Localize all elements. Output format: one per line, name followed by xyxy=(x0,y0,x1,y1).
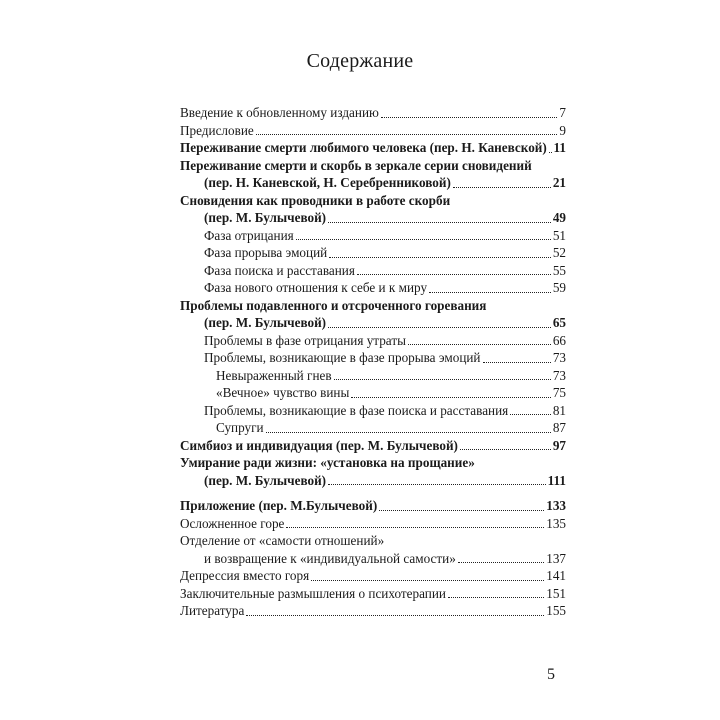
toc-entry-label: Фаза отрицания xyxy=(204,227,294,243)
toc-entry-page: 11 xyxy=(553,140,566,155)
toc-entry-label: Осложненное горе xyxy=(180,515,285,531)
dot-leader xyxy=(381,117,558,118)
toc-entry-label: Депрессия вместо горя xyxy=(180,568,310,583)
toc-entry-page: 155 xyxy=(546,603,566,618)
toc-entry-label: Предисловие xyxy=(180,122,254,138)
toc-entry-page: 59 xyxy=(552,280,566,295)
toc-entry-label: Литература xyxy=(180,603,245,618)
toc-entry-page: 73 xyxy=(552,367,566,383)
page-number: 5 xyxy=(547,666,555,683)
toc-entry[interactable] xyxy=(180,297,566,315)
toc-entry[interactable] xyxy=(180,602,566,620)
toc-entry-label: Супруги xyxy=(216,420,264,435)
toc-entry[interactable] xyxy=(180,402,566,420)
toc-entry-label: Переживание смерти и скорбь в зеркале серии сновидений xyxy=(180,157,532,173)
toc-entry-label: Фаза поиска и расставания xyxy=(204,262,355,278)
toc-entry-label: Фаза нового отношения к себе и к миру xyxy=(204,280,428,295)
table-of-contents xyxy=(180,104,566,620)
toc-entry-page: 135 xyxy=(546,515,566,531)
toc-entry[interactable] xyxy=(180,157,566,175)
dot-leader xyxy=(328,327,551,328)
toc-entry-page: 111 xyxy=(547,472,566,488)
toc-entry[interactable] xyxy=(180,122,566,140)
toc-entry-page: 137 xyxy=(546,550,566,566)
toc-entry-label: Симбиоз и индивидуация (пер. М. Булычевой) xyxy=(180,437,458,453)
toc-entry[interactable] xyxy=(180,550,566,568)
toc-entry[interactable] xyxy=(180,472,566,490)
toc-entry-label: Приложение (пер. М.Булычевой) xyxy=(180,498,378,513)
toc-entry[interactable] xyxy=(180,349,566,367)
toc-entry[interactable] xyxy=(180,314,566,332)
toc-entry-label: Проблемы, возникающие в фазе поиска и расставания xyxy=(204,402,509,418)
dot-leader xyxy=(266,432,551,433)
toc-entry[interactable] xyxy=(180,437,566,455)
toc-entry-page: 66 xyxy=(552,332,566,348)
toc-entry-page: 87 xyxy=(552,420,566,435)
toc-entry-page: 55 xyxy=(552,262,566,278)
toc-entry-page: 51 xyxy=(552,227,566,243)
toc-entry-page: 81 xyxy=(552,402,566,418)
dot-leader xyxy=(483,362,551,363)
toc-entry-page: 65 xyxy=(552,315,566,330)
toc-entry[interactable] xyxy=(180,384,566,402)
page-title: Содержание xyxy=(306,50,414,72)
dot-leader xyxy=(357,274,551,275)
toc-entry-page: 97 xyxy=(552,437,566,453)
dot-leader xyxy=(286,527,544,528)
toc-entry-page: 141 xyxy=(546,568,566,583)
toc-entry[interactable] xyxy=(180,192,566,210)
toc-entry-label: и возвращение к «индивидуальной самости» xyxy=(204,550,456,566)
toc-entry-label: (пер. Н. Каневской, Н. Серебренниковой) xyxy=(204,175,451,190)
dot-leader xyxy=(296,239,551,240)
toc-entry-label: Введение к обновленному изданию xyxy=(180,105,379,120)
toc-entry[interactable] xyxy=(180,104,566,122)
toc-entry-label: Умирание ради жизни: «установка на прощание» xyxy=(180,455,475,470)
toc-entry-page: 133 xyxy=(546,498,566,513)
toc-entry-page: 9 xyxy=(559,122,566,138)
dot-leader xyxy=(429,292,551,293)
dot-leader xyxy=(328,222,551,223)
toc-entry[interactable] xyxy=(180,567,566,585)
dot-leader xyxy=(453,187,551,188)
toc-entry-label: Фаза прорыва эмоций xyxy=(204,245,328,260)
toc-entry-label: Заключительные размышления о психотерапии xyxy=(180,585,446,601)
toc-entry[interactable] xyxy=(180,497,566,515)
toc-entry-label: Проблемы, возникающие в фазе прорыва эмоций xyxy=(204,350,481,365)
toc-entry-page: 21 xyxy=(552,175,566,190)
toc-entry[interactable] xyxy=(180,279,566,297)
toc-entry-page: 75 xyxy=(552,385,566,400)
dot-leader xyxy=(328,484,546,485)
dot-leader xyxy=(311,580,544,581)
toc-entry[interactable] xyxy=(180,532,566,550)
toc-entry-label: Невыраженный гнев xyxy=(216,367,332,383)
toc-entry-label: (пер. М. Булычевой) xyxy=(204,315,327,330)
toc-entry[interactable] xyxy=(180,227,566,245)
toc-entry-label: (пер. М. Булычевой) xyxy=(204,210,327,225)
toc-entry-label: (пер. М. Булычевой) xyxy=(204,472,327,488)
dot-leader xyxy=(329,257,551,258)
dot-leader xyxy=(351,397,550,398)
toc-entry-label: «Вечное» чувство вины xyxy=(216,385,350,400)
dot-leader xyxy=(448,597,544,598)
toc-entry-page: 52 xyxy=(552,245,566,260)
dot-leader xyxy=(246,615,544,616)
toc-entry[interactable] xyxy=(180,419,566,437)
dot-leader xyxy=(458,562,544,563)
toc-entry[interactable] xyxy=(180,174,566,192)
toc-entry-page: 151 xyxy=(546,585,566,601)
toc-entry[interactable] xyxy=(180,367,566,385)
dot-leader xyxy=(379,510,544,511)
toc-entry[interactable] xyxy=(180,332,566,350)
toc-entry[interactable] xyxy=(180,515,566,533)
toc-entry-label: Проблемы в фазе отрицания утраты xyxy=(204,332,406,348)
dot-leader xyxy=(408,344,551,345)
toc-entry[interactable] xyxy=(180,454,566,472)
dot-leader xyxy=(510,414,551,415)
dot-leader xyxy=(549,152,552,153)
toc-entry-label: Переживание смерти любимого человека (пер. Н. Каневской) xyxy=(180,140,547,155)
dot-leader xyxy=(256,134,558,135)
toc-entry-page: 49 xyxy=(552,210,566,225)
section-gap xyxy=(180,489,566,497)
toc-entry[interactable] xyxy=(180,244,566,262)
toc-entry[interactable] xyxy=(180,209,566,227)
toc-entry[interactable] xyxy=(180,585,566,603)
toc-entry-label: Сновидения как проводники в работе скорби xyxy=(180,192,451,208)
toc-entry[interactable] xyxy=(180,139,566,157)
dot-leader xyxy=(460,449,551,450)
toc-entry-page: 7 xyxy=(559,105,566,120)
toc-entry-page: 73 xyxy=(552,350,566,365)
toc-entry[interactable] xyxy=(180,262,566,280)
toc-entry-label: Проблемы подавленного и отсроченного горевания xyxy=(180,297,487,313)
dot-leader xyxy=(334,379,551,380)
toc-entry-label: Отделение от «самости отношений» xyxy=(180,533,385,548)
